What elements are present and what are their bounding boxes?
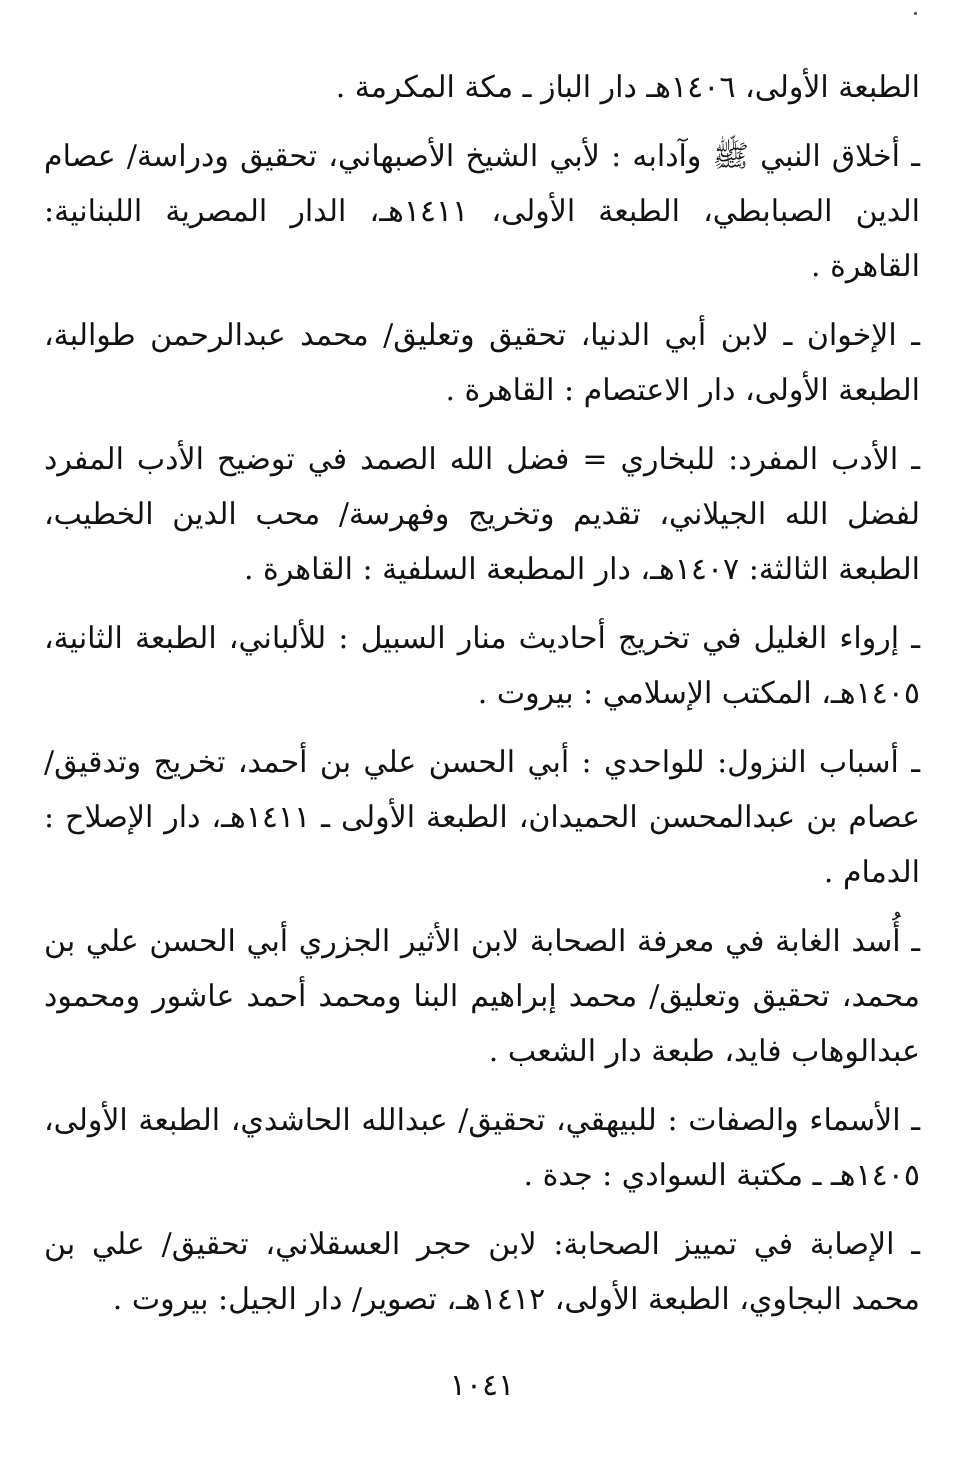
bibliography-entry: ـ الإصابة في تمييز الصحابة: لابن حجر العسقلاني، تحقيق/ علي بن محمد البجاوي، الطبعة الأولى، ١٤١٢هـ، تصوير/ دار الجيل: بيروت . bbox=[44, 1227, 920, 1317]
bibliography-entry: ـ أسباب النزول: للواحدي : أبي الحسن علي بن أحمد، تخريج وتدقيق/ عصام بن عبدالمحسن الحميدان، الطبعة الأولى ـ ١٤١١هـ، دار الإصلاح : الدمام . bbox=[44, 745, 920, 890]
bibliography-entry: ـ إرواء الغليل في تخريج أحاديث منار السبيل : للألباني، الطبعة الثانية، ١٤٠٥هـ، المكتب الإسلامي : بيروت . bbox=[44, 621, 920, 711]
bibliography-entry: ـ الأسماء والصفات : للبيهقي، تحقيق/ عبدالله الحاشدي، الطبعة الأولى، ١٤٠٥هـ ـ مكتبة السوادي : جدة . bbox=[44, 1103, 920, 1193]
scan-speck bbox=[914, 12, 917, 15]
bibliography-page bbox=[44, 60, 920, 1341]
bibliography-entry-continuation: الطبعة الأولى، ١٤٠٦هـ دار الباز ـ مكة المكرمة . bbox=[335, 70, 920, 105]
bibliography-entry: ـ أُسد الغابة في معرفة الصحابة لابن الأثير الجزري أبي الحسن علي بن محمد، تحقيق وتعليق/ محمد إبراهيم البنا ومحمد أحمد عاشور ومحمود عبدالوهاب فايد، طبعة دار الشعب . bbox=[44, 924, 920, 1069]
bibliography-entry: ـ الأدب المفرد: للبخاري = فضل الله الصمد في توضيح الأدب المفرد لفضل الله الجيلاني، تقديم وتخريج وفهرسة/ محب الدين الخطيب، الطبعة الثالثة: ١٤٠٧هـ، دار المطبعة السلفية : القاهرة . bbox=[44, 442, 920, 587]
bibliography-entry: ـ أخلاق النبي ﷺ وآدابه : لأبي الشيخ الأصبهاني، تحقيق ودراسة/ عصام الدين الصبابطي، الطبعة الأولى، ١٤١١هـ، الدار المصرية اللبنانية: القاهرة . bbox=[44, 139, 920, 284]
page-number: ١٠٤١ bbox=[449, 1368, 515, 1403]
bibliography-entry: ـ الإخوان ـ لابن أبي الدنيا، تحقيق وتعليق/ محمد عبدالرحمن طوالبة، الطبعة الأولى، دار الاعتصام : القاهرة . bbox=[44, 318, 920, 408]
